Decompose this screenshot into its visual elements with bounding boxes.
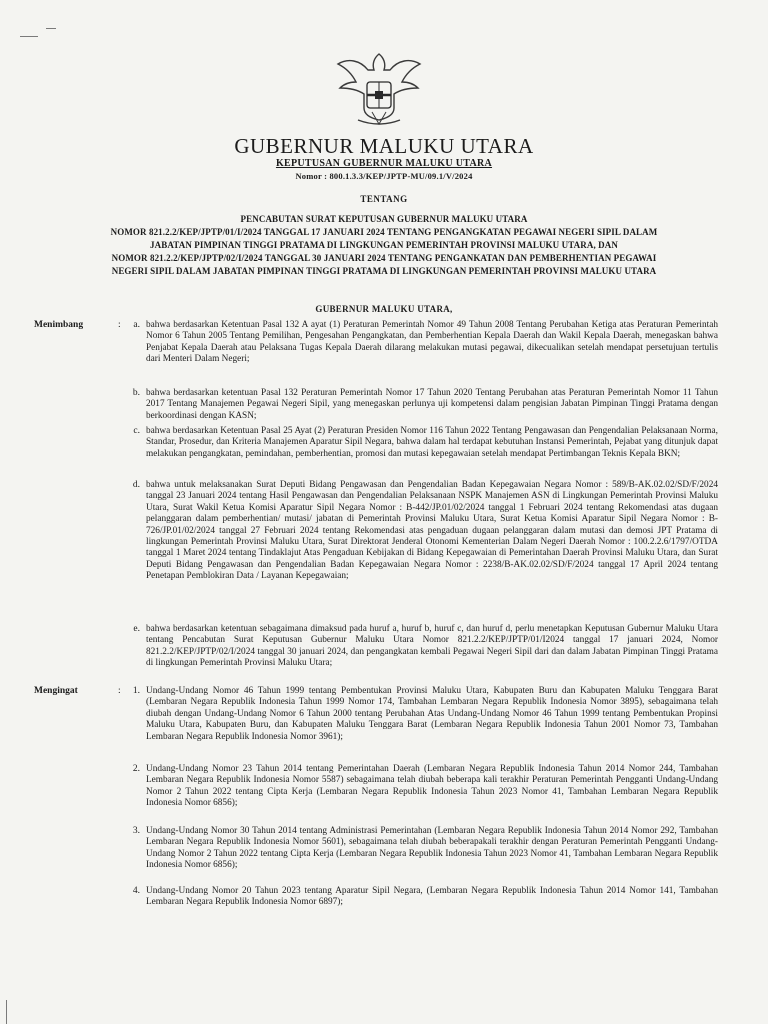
gubernur-heading: GUBERNUR MALUKU UTARA, (315, 304, 453, 314)
item-marker: a. (133, 320, 140, 330)
section-label: Mengingat (34, 686, 78, 696)
decree-number: Nomor : 800.1.3.3/KEP/JPTP-MU/09.1/V/2024 (295, 171, 473, 181)
item-text: bahwa berdasarkan ketentuan sebagaimana dimaksud pada huruf a, huruf b, huruf c, dan huruf d, perlu menetapkan Keputusan Gubernur Maluku Utara tentang Pencabutan Surat Keputusan Gubernur Maluku Utara Nomor 821.2.2/KEP/JPTP/01/I2024 tanggal 17 januari 2024, Nomor 821.2.2/KEP/JPTP/02/I/2024 tanggal 30 januari 2024, dan pengangkatan kembali Pegawai Negeri Sipil dari dan dalam Jabatan Pimpinan Tinggi Pratama di lingkungan Pemerintah Provinsi Maluku Utara; (146, 624, 718, 669)
heading-line: NOMOR 821.2.2/KEP/JPTP/02/I/2024 TANGGAL 30 JANUARI 2024 TENTANG PENGANKATAN DAN PEMBERHENTIAN PEGAWAI (111, 253, 657, 263)
item-marker: b. (132, 388, 140, 398)
heading-line: JABATAN PIMPINAN TINGGI PRATAMA DI LINGKUNGAN PEMERINTAH PROVINSI MALUKU UTARA, DAN (150, 240, 618, 250)
item-text: bahwa berdasarkan ketentuan Pasal 132 Peraturan Pemerintah Nomor 17 Tahun 2020 Tentang Perubahan atas Peraturan Pemerintah Nomor 11 Tahun 2017 Tentang Manajemen Pegawai Negeri Sipil, yang menegaskan perlunya uji kompetensi dalam pengisian Jabatan Pimpinan Tinggi Pratama dengan berkoordinasi dengan KASN; (146, 388, 718, 421)
item-marker: d. (132, 480, 140, 490)
item-marker: 1. (132, 686, 140, 696)
heading-line: NEGERI SIPIL DALAM JABATAN PIMPINAN TINGGI PRATAMA DI LINGKUNGAN PEMERINTAH PROVINSI MALUKU UTARA (111, 266, 657, 276)
item-marker: 4. (132, 886, 140, 896)
item-text: Undang-Undang Nomor 30 Tahun 2014 tentang Administrasi Pemerintahan (Lembaran Negara Republik Indonesia Tahun 2014 Nomor 292, Tambahan Lembaran Negara Republik Indonesia Nomor 5601), sebagaimana telah diubah beberapakali terakhir dengan Peraturan Pemerintah Pengganti Undang-Undang Nomor 2 Tahun 2022 tentang Cipta Kerja (Lembaran Negara Republik Indonesia Tahun 2023 Nomor 41, Tambahan Lembaran Negara Republik Indonesia Nomor 6856); (146, 826, 718, 871)
item-text: bahwa berdasarkan Ketentuan Pasal 25 Ayat (2) Peraturan Presiden Nomor 116 Tahun 2022 Tentang Pengawasan dan Pengendalian Pelaksanaan Norma, Standar, Prosedur, dan Kriteria Manajemen Aparatur Sipil Negara, bahwa dalam hal terdapat kebutuhan Instansi Pemerintah, Pejabat yang ditunjuk dapat melakukan pengangkatan, pemindahan, pemberhentian, promosi dan mutasi kepegawaian setelah mendapat Pertimbangan Teknis Kepala BKN; (146, 426, 718, 459)
decree-subtitle: KEPUTUSAN GUBERNUR MALUKU UTARA (275, 158, 493, 169)
item-text: Undang-Undang Nomor 23 Tahun 2014 tentang Pemerintahan Daerah (Lembaran Negara Republik Indonesia Tahun 2014 Nomor 244, Tambahan Lembaran Negara Republik Indonesia Nomor 5587) sebagaimana telah diubah beberapa kali terakhir Peraturan Pemerintah Pengganti Undang-Undang Nomor 2 Tahun 2022 tentang Cipta Kerja (Lembaran Negara Republik Indonesia Tahun 2023 Nomor 41, Tambahan Lembaran Negara Republik Indonesia Nomor 6856); (146, 764, 718, 809)
item-marker: 3. (132, 826, 140, 836)
item-marker: 2. (132, 764, 140, 774)
section-colon: : (118, 320, 121, 330)
item-text: Undang-Undang Nomor 46 Tahun 1999 tentang Pembentukan Provinsi Maluku Utara, Kabupaten Buru dan Kabupaten Maluku Tenggara Barat (Lembaran Negara Republik Indonesia Tahun 1999 Nomor 174, Tambahan Lembaran Negara Republik Indonesia Nomor 3895), sebagaimana telah diubah dengan Undang-Undang Nomor 6 Tahun 2000 tentang Perubahan Atas Undang-Undang Nomor 46 Tahun 1999 tentang Pembentukan Propinsi Maluku Utara, Kabupaten Buru, dan Kabupaten Maluku Tenggara Barat (Lembaran Negara Republik Indonesia Tahun 2001 Nomor 73, Tambahan Lembaran Negara Republik Indonesia Nomor 3961); (146, 686, 718, 742)
tentang-label: TENTANG (360, 194, 408, 204)
item-text: Undang-Undang Nomor 20 Tahun 2023 tentang Aparatur Sipil Negara, (Lembaran Negara Republik Indonesia Tahun 2014 Nomor 141, Tambahan Lembaran Negara Republik Indonesia Nomor 6897); (146, 886, 718, 908)
scan-edge (6, 1000, 7, 1024)
scan-smudge (46, 28, 56, 29)
scan-smudge (20, 36, 38, 37)
item-marker: e. (133, 624, 140, 634)
item-text: bahwa untuk melaksanakan Surat Deputi Bidang Pengawasan dan Pengendalian Badan Kepegawaian Negara Nomor : 589/B-AK.02.02/SD/F/2024 tanggal 23 Januari 2024 tentang Hasil Pengawasan dan Pengendalian Pelaksanaan NSPK Manajemen ASN di Lingkungan Pemerintah Provinsi Maluku Utara, Surat Wakil Ketua Komisi Aparatur Sipil Negara Nomor : B-442/JP.01/02/2024 tanggal 1 Februari 2024 tentang Rekomendasi atas dugaan pelanggaran dalam pemberhentian/ mutasi/ jabatan di Pemerintah Provinsi Maluku Utara, Surat Ketua Komisi Aparatur Sipil Negara Nomor : B-726/JP.01/02/2024 tanggal 27 Februari 2024 tentang Rekomendasi atas pengaduan dugaan pelanggaran dalam mutasi dan demosi JPT Pratama di lingkungan Pemerintah Provinsi Maluku Utara, Surat Direktorat Jenderal Otonomi Kementerian Dalam Negeri Daerah Nomor : 100.2.2.6/1797/OTDA tanggal 1 Maret 2024 tentang Tindaklajut Atas Pengaduan Kebijakan di Bidang Kepegawaian di Pemerintahan Daerah Provinsi Maluku Utara, dan Surat Deputi Bidang Pengawasan dan Pengendalian Badan Kepegawaian Negara Nomor : 2238/B-AK.02.02/SD/F/2024 tanggal 17 April 2024 tentang Penetapan Pemblokiran Data / Layanan Kepegawaian; (146, 480, 718, 582)
section-colon: : (118, 686, 121, 696)
item-text: bahwa berdasarkan Ketentuan Pasal 132 A ayat (1) Peraturan Pemerintah Nomor 49 Tahun 2008 Tentang Perubahan Ketiga atas Peraturan Pemerintah Nomor 6 Tahun 2005 Tentang Pemilihan, Pengesahan Pengangkatan, dan Pemberhentian Kepala Daerah dan Wakil Kepala Daerah, menegaskan bahwa Penjabat Kepala Daerah atau Pelaksana Tugas Kepala Daerah dilarang melakukan mutasi pegawai, dikecualikan setelah mendapat persetujuan tertulis dari Menteri Dalam Negeri; (146, 320, 718, 365)
decree-heading (30, 213, 738, 278)
garuda-emblem-icon (334, 48, 424, 128)
heading-line: NOMOR 821.2.2/KEP/JPTP/01/I/2024 TANGGAL 17 JANUARI 2024 TENTANG PENGANGKATAN PEGAWAI NEGERI SIPIL DALAM (110, 227, 658, 237)
heading-line: PENCABUTAN SURAT KEPUTUSAN GUBERNUR MALUKU UTARA (240, 214, 528, 224)
section-label: Menimbang (34, 320, 84, 330)
item-marker: c. (133, 426, 140, 436)
page-title: GUBERNUR MALUKU UTARA (234, 134, 534, 158)
